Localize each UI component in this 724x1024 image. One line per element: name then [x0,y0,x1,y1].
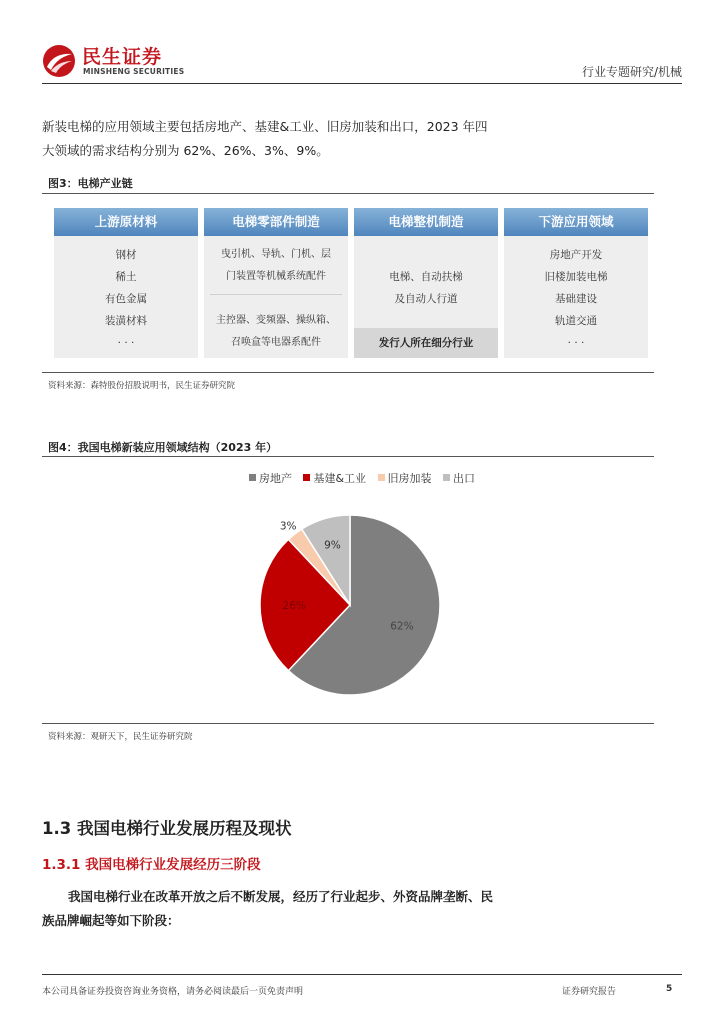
chain-item: 主控器、变频器、操纵箱、 [216,315,336,326]
history-paragraph [42,885,682,933]
chain-item: 稀土 [115,271,137,283]
page-number: 5 [666,984,673,994]
chain-item: 基础建设 [555,293,597,305]
pie-data-label-1: 26% [282,600,306,612]
chain-header-assembly: 电梯整机制造 [354,208,498,236]
figure3-top-rule [42,193,654,194]
footer-report-type: 证券研究报告 [562,987,617,997]
legend-swatch [249,474,256,481]
figure4-bottom-rule [42,723,654,724]
chain-item: 轨道交通 [555,315,597,327]
figure4-title: 图4：我国电梯新装应用领域结构（2023 年） [48,441,278,454]
legend-item [249,470,292,486]
footer-disclaimer: 本公司具备证券投资咨询业务资格，请务必阅读最后一页免责声明 [42,987,304,997]
legend-swatch [378,474,385,481]
chain-item: 房地产开发 [549,249,603,261]
legend-item [303,470,366,486]
figure4-top-rule [42,456,654,457]
header-rule [42,83,682,84]
chain-item: 旧楼加装电梯 [544,271,608,283]
figure3-title: 图3：电梯产业链 [48,177,133,190]
figure3-source: 资料来源：森特股份招股说明书，民生证券研究院 [48,381,236,391]
issuer-segment-highlight: 发行人所在细分行业 [354,328,498,358]
history-line-1: 我国电梯行业在改革开放之后不断发展，经历了行业起步、外资品牌垄断、民 [68,889,494,904]
chain-item: 召唤盒等电器系配件 [231,337,321,348]
chain-item: 钢材 [115,249,137,261]
chain-item: 曳引机、导轨、门机、层 [221,249,331,260]
chain-header-components: 电梯零部件制造 [204,208,348,236]
chain-item: 装潢材料 [105,315,147,327]
legend-swatch [443,474,450,481]
report-category: 行业专题研究/机械 [581,65,682,79]
figure4-source: 资料来源：观研天下，民生证券研究院 [48,732,193,742]
legend-label: 旧房加装 [387,472,432,485]
chain-item: 门装置等机械系统配件 [226,271,326,282]
legend-label: 出口 [453,472,476,485]
chain-item: 及自动人行道 [394,293,458,305]
history-line-2: 族品牌崛起等如下阶段： [42,913,180,928]
legend-label: 房地产 [258,472,292,485]
legend-swatch [303,474,310,481]
chain-item: 有色金属 [105,293,147,305]
pie-data-label-3: 9% [324,539,341,552]
section-heading: 1.3 我国电梯行业发展历程及现状 [42,819,292,838]
pie-chart [250,505,450,705]
chain-header-downstream: 下游应用领域 [504,208,648,236]
minsheng-logo-icon [42,44,76,78]
legend-item [378,470,432,486]
chain-divider [210,294,342,295]
chain-item: · · · [567,337,585,349]
legend-label: 基建&工业 [313,472,367,485]
chain-item: 电梯、自动扶梯 [389,271,463,283]
chain-column-assembly [354,208,498,358]
chain-header-upstream: 上游原材料 [54,208,198,236]
chain-column-components [204,208,348,358]
logo-chinese-name: 民生证券 [82,46,163,68]
intro-line-1: 新装电梯的应用领域主要包括房地产、基建&工业、旧房加装和出口，2023 年四 [42,119,488,134]
chain-column-upstream [54,208,198,358]
intro-line-2: 大领域的需求结构分别为 62%、26%、3%、9%。 [42,143,329,158]
pie-data-label-0: 62% [390,620,414,633]
chain-item: · · · [117,337,135,349]
subsection-heading: 1.3.1 我国电梯行业发展经历三阶段 [42,857,261,873]
industry-chain-diagram [54,208,648,358]
intro-paragraph [42,115,682,163]
figure3-bottom-rule [42,372,654,373]
footer-rule [42,974,682,975]
logo-english-name: MINSHENG SECURITIES [83,67,185,76]
pie-data-label-2: 3% [279,520,297,533]
pie-legend [0,470,724,486]
legend-item [443,470,475,486]
chain-column-downstream [504,208,648,358]
